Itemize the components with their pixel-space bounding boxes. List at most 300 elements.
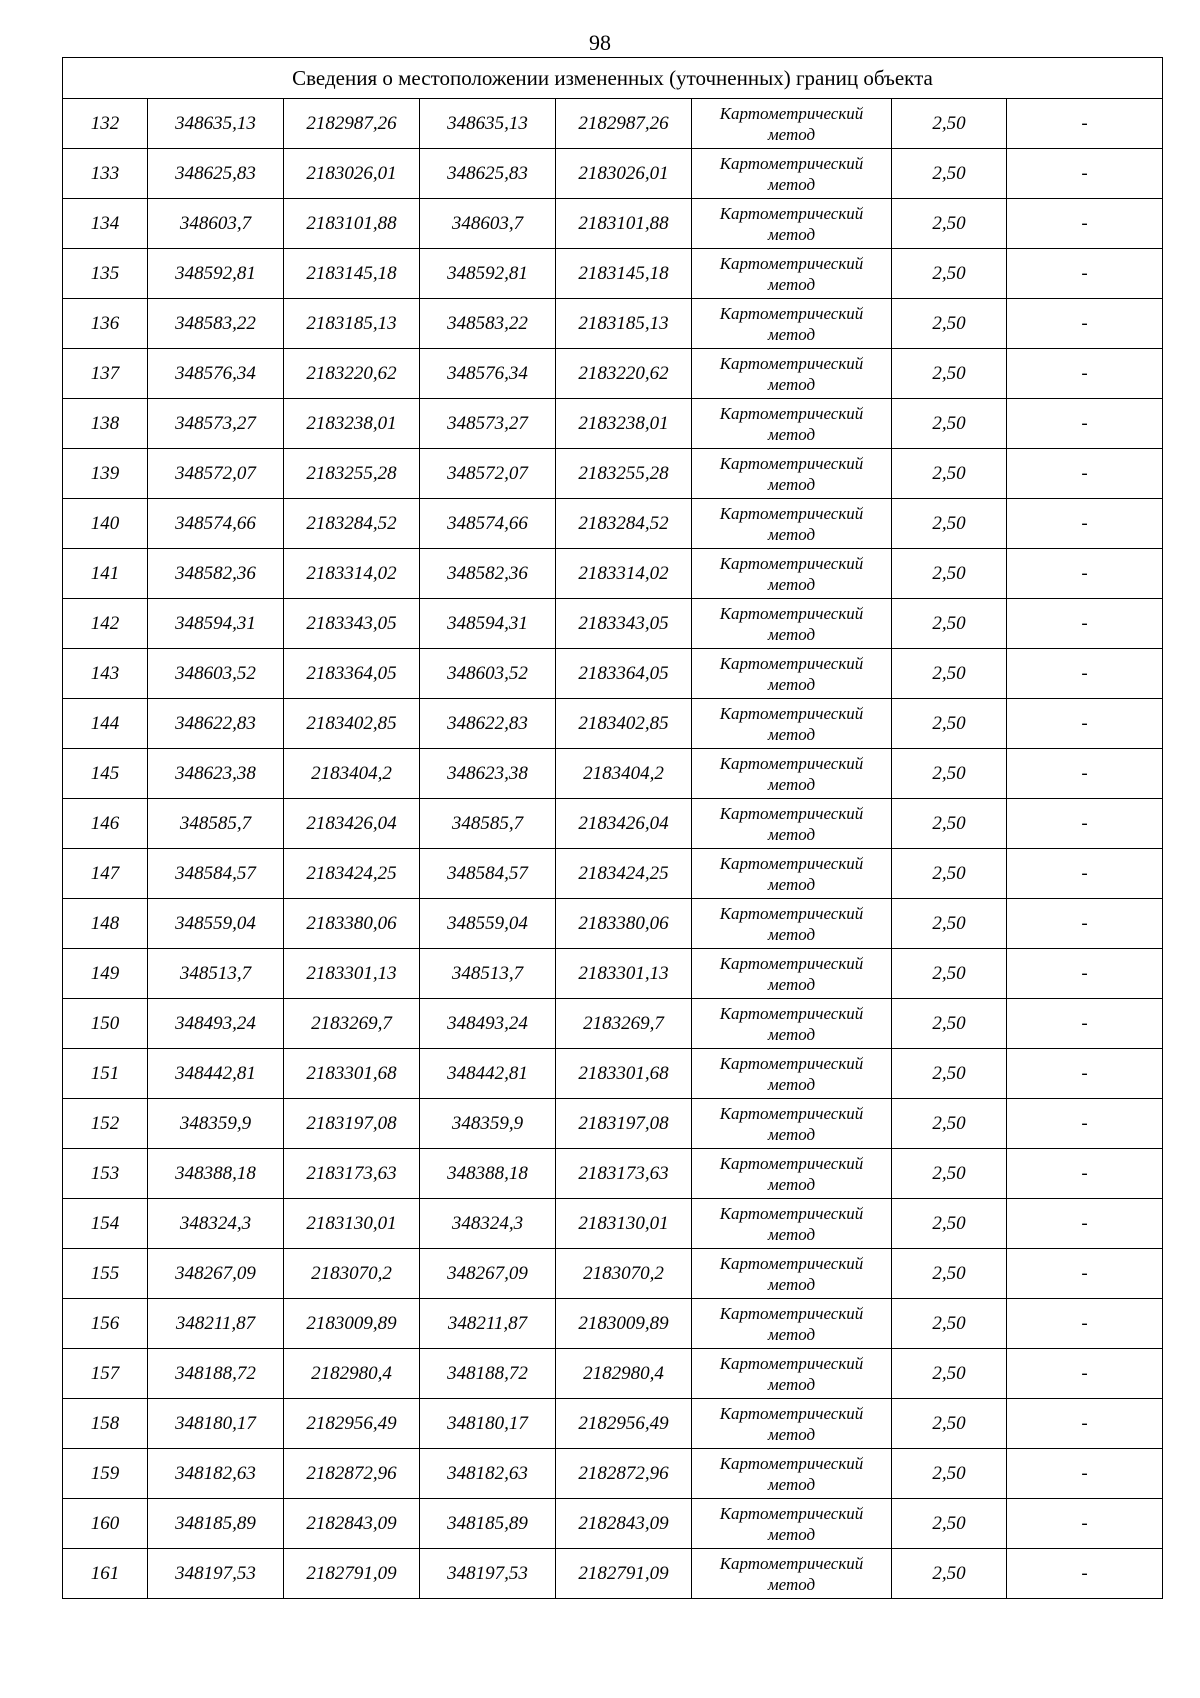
method-text: метод (767, 774, 816, 794)
table-row (63, 999, 1163, 1049)
refined-x-cell: 348211,87 (420, 1299, 556, 1349)
existing-x-cell: 348574,66 (148, 499, 284, 549)
note-cell: - (1007, 849, 1163, 899)
method-text: метод (767, 574, 816, 594)
existing-x-cell: 348572,07 (148, 449, 284, 499)
page-number: 98 (589, 30, 611, 55)
refined-y-cell: 2183269,7 (556, 999, 692, 1049)
accuracy-cell: 2,50 (892, 299, 1007, 349)
method-cell (692, 99, 892, 149)
method-text: Картометрический (719, 153, 864, 173)
accuracy-cell: 2,50 (892, 149, 1007, 199)
accuracy-cell: 2,50 (892, 849, 1007, 899)
note-cell: - (1007, 499, 1163, 549)
method-cell (692, 599, 892, 649)
refined-y-cell: 2183101,88 (556, 199, 692, 249)
refined-x-cell: 348603,52 (420, 649, 556, 699)
accuracy-cell: 2,50 (892, 99, 1007, 149)
refined-x-cell: 348576,34 (420, 349, 556, 399)
refined-x-cell: 348513,7 (420, 949, 556, 999)
refined-y-cell: 2183402,85 (556, 699, 692, 749)
note-cell: - (1007, 1199, 1163, 1249)
method-text: Картометрический (719, 953, 864, 973)
note-cell: - (1007, 1549, 1163, 1599)
table-title: Сведения о местоположении измененных (уточненных) границ объекта (63, 58, 1163, 99)
accuracy-cell: 2,50 (892, 1299, 1007, 1349)
refined-y-cell: 2183364,05 (556, 649, 692, 699)
method-text: Картометрический (719, 903, 864, 923)
point-number-cell: 157 (63, 1349, 148, 1399)
method-text: метод (767, 874, 816, 894)
method-cell (692, 349, 892, 399)
point-number-cell: 148 (63, 899, 148, 949)
refined-y-cell: 2183404,2 (556, 749, 692, 799)
table-row (63, 949, 1163, 999)
refined-y-cell: 2183238,01 (556, 399, 692, 449)
accuracy-cell: 2,50 (892, 999, 1007, 1049)
table-row (63, 1149, 1163, 1199)
table-row (63, 699, 1163, 749)
method-text: метод (767, 124, 816, 144)
existing-y-cell: 2183197,08 (284, 1099, 420, 1149)
existing-x-cell: 348583,22 (148, 299, 284, 349)
note-cell: - (1007, 399, 1163, 449)
existing-y-cell: 2183380,06 (284, 899, 420, 949)
existing-y-cell: 2183173,63 (284, 1149, 420, 1199)
existing-x-cell: 348267,09 (148, 1249, 284, 1299)
refined-y-cell: 2182980,4 (556, 1349, 692, 1399)
point-number-cell: 133 (63, 149, 148, 199)
point-number-cell: 141 (63, 549, 148, 599)
existing-y-cell: 2183424,25 (284, 849, 420, 899)
note-cell: - (1007, 149, 1163, 199)
method-text: метод (767, 1074, 816, 1094)
refined-x-cell: 348197,53 (420, 1549, 556, 1599)
existing-x-cell: 348180,17 (148, 1399, 284, 1449)
accuracy-cell: 2,50 (892, 1049, 1007, 1099)
boundary-coordinates-table (62, 57, 1163, 1599)
method-text: Картометрический (719, 753, 864, 773)
refined-x-cell: 348180,17 (420, 1399, 556, 1449)
method-text: Картометрический (719, 1303, 864, 1323)
method-text: метод (767, 1524, 816, 1544)
point-number-cell: 138 (63, 399, 148, 449)
method-text: Картометрический (719, 303, 864, 323)
method-text: Картометрический (719, 453, 864, 473)
note-cell: - (1007, 1249, 1163, 1299)
existing-x-cell: 348493,24 (148, 999, 284, 1049)
existing-y-cell: 2183284,52 (284, 499, 420, 549)
method-cell (692, 1299, 892, 1349)
method-cell (692, 1449, 892, 1499)
existing-x-cell: 348185,89 (148, 1499, 284, 1549)
method-cell (692, 649, 892, 699)
existing-x-cell: 348188,72 (148, 1349, 284, 1399)
refined-x-cell: 348182,63 (420, 1449, 556, 1499)
table-row (63, 899, 1163, 949)
existing-x-cell: 348584,57 (148, 849, 284, 899)
existing-y-cell: 2183364,05 (284, 649, 420, 699)
method-cell (692, 849, 892, 899)
existing-y-cell: 2183009,89 (284, 1299, 420, 1349)
refined-x-cell: 348388,18 (420, 1149, 556, 1199)
method-cell (692, 399, 892, 449)
existing-x-cell: 348388,18 (148, 1149, 284, 1199)
refined-x-cell: 348584,57 (420, 849, 556, 899)
note-cell: - (1007, 349, 1163, 399)
note-cell: - (1007, 1399, 1163, 1449)
method-cell (692, 899, 892, 949)
table-row (63, 149, 1163, 199)
note-cell: - (1007, 1449, 1163, 1499)
method-text: метод (767, 324, 816, 344)
method-text: Картометрический (719, 103, 864, 123)
refined-y-cell: 2183284,52 (556, 499, 692, 549)
accuracy-cell: 2,50 (892, 1399, 1007, 1449)
refined-y-cell: 2183380,06 (556, 899, 692, 949)
method-cell (692, 1049, 892, 1099)
existing-y-cell: 2183070,2 (284, 1249, 420, 1299)
table-row (63, 1249, 1163, 1299)
accuracy-cell: 2,50 (892, 249, 1007, 299)
method-text: метод (767, 824, 816, 844)
existing-x-cell: 348182,63 (148, 1449, 284, 1499)
point-number-cell: 160 (63, 1499, 148, 1549)
accuracy-cell: 2,50 (892, 699, 1007, 749)
point-number-cell: 136 (63, 299, 148, 349)
accuracy-cell: 2,50 (892, 1549, 1007, 1599)
point-number-cell: 152 (63, 1099, 148, 1149)
point-number-cell: 155 (63, 1249, 148, 1299)
point-number-cell: 145 (63, 749, 148, 799)
method-cell (692, 1549, 892, 1599)
note-cell: - (1007, 1149, 1163, 1199)
existing-x-cell: 348622,83 (148, 699, 284, 749)
existing-x-cell: 348635,13 (148, 99, 284, 149)
accuracy-cell: 2,50 (892, 1449, 1007, 1499)
existing-x-cell: 348582,36 (148, 549, 284, 599)
table-row (63, 1449, 1163, 1499)
accuracy-cell: 2,50 (892, 599, 1007, 649)
refined-y-cell: 2183424,25 (556, 849, 692, 899)
existing-y-cell: 2183314,02 (284, 549, 420, 599)
method-text: метод (767, 374, 816, 394)
existing-x-cell: 348603,7 (148, 199, 284, 249)
note-cell: - (1007, 899, 1163, 949)
refined-y-cell: 2182791,09 (556, 1549, 692, 1599)
point-number-cell: 144 (63, 699, 148, 749)
refined-x-cell: 348582,36 (420, 549, 556, 599)
refined-x-cell: 348267,09 (420, 1249, 556, 1299)
method-text: Картометрический (719, 1503, 864, 1523)
table-body (63, 58, 1163, 1599)
method-text: метод (767, 724, 816, 744)
point-number-cell: 135 (63, 249, 148, 299)
existing-y-cell: 2183269,7 (284, 999, 420, 1049)
refined-x-cell: 348622,83 (420, 699, 556, 749)
existing-y-cell: 2183220,62 (284, 349, 420, 399)
refined-x-cell: 348585,7 (420, 799, 556, 849)
point-number-cell: 137 (63, 349, 148, 399)
method-text: метод (767, 474, 816, 494)
note-cell: - (1007, 1499, 1163, 1549)
existing-x-cell: 348623,38 (148, 749, 284, 799)
point-number-cell: 159 (63, 1449, 148, 1499)
point-number-cell: 150 (63, 999, 148, 1049)
table-row (63, 1399, 1163, 1449)
method-cell (692, 549, 892, 599)
existing-x-cell: 348576,34 (148, 349, 284, 399)
existing-x-cell: 348442,81 (148, 1049, 284, 1099)
method-text: Картометрический (719, 1403, 864, 1423)
refined-x-cell: 348188,72 (420, 1349, 556, 1399)
method-cell (692, 299, 892, 349)
method-cell (692, 1399, 892, 1449)
note-cell: - (1007, 999, 1163, 1049)
refined-y-cell: 2183220,62 (556, 349, 692, 399)
existing-y-cell: 2183185,13 (284, 299, 420, 349)
refined-y-cell: 2182956,49 (556, 1399, 692, 1449)
point-number-cell: 153 (63, 1149, 148, 1199)
method-cell (692, 449, 892, 499)
refined-x-cell: 348592,81 (420, 249, 556, 299)
table-row (63, 299, 1163, 349)
existing-x-cell: 348573,27 (148, 399, 284, 449)
table-row (63, 249, 1163, 299)
existing-y-cell: 2183145,18 (284, 249, 420, 299)
refined-y-cell: 2183197,08 (556, 1099, 692, 1149)
existing-x-cell: 348359,9 (148, 1099, 284, 1149)
accuracy-cell: 2,50 (892, 1249, 1007, 1299)
note-cell: - (1007, 1099, 1163, 1149)
existing-y-cell: 2182872,96 (284, 1449, 420, 1499)
refined-x-cell: 348442,81 (420, 1049, 556, 1099)
refined-x-cell: 348573,27 (420, 399, 556, 449)
existing-x-cell: 348592,81 (148, 249, 284, 299)
table-row (63, 749, 1163, 799)
refined-x-cell: 348623,38 (420, 749, 556, 799)
point-number-cell: 149 (63, 949, 148, 999)
existing-x-cell: 348324,3 (148, 1199, 284, 1249)
method-text: Картометрический (719, 1353, 864, 1373)
refined-y-cell: 2182843,09 (556, 1499, 692, 1549)
note-cell: - (1007, 299, 1163, 349)
method-cell (692, 1349, 892, 1399)
method-text: метод (767, 624, 816, 644)
method-cell (692, 1499, 892, 1549)
table-row (63, 1499, 1163, 1549)
method-text: метод (767, 1024, 816, 1044)
existing-x-cell: 348585,7 (148, 799, 284, 849)
method-text: метод (767, 224, 816, 244)
note-cell: - (1007, 199, 1163, 249)
existing-y-cell: 2183301,13 (284, 949, 420, 999)
method-text: Картометрический (719, 403, 864, 423)
method-text: Картометрический (719, 203, 864, 223)
existing-y-cell: 2182956,49 (284, 1399, 420, 1449)
existing-y-cell: 2183255,28 (284, 449, 420, 499)
refined-x-cell: 348583,22 (420, 299, 556, 349)
refined-y-cell: 2183343,05 (556, 599, 692, 649)
method-text: Картометрический (719, 853, 864, 873)
point-number-cell: 156 (63, 1299, 148, 1349)
refined-x-cell: 348359,9 (420, 1099, 556, 1149)
table-row (63, 399, 1163, 449)
refined-y-cell: 2183070,2 (556, 1249, 692, 1299)
point-number-cell: 146 (63, 799, 148, 849)
refined-x-cell: 348574,66 (420, 499, 556, 549)
method-text: Картометрический (719, 1553, 864, 1573)
method-text: Картометрический (719, 1053, 864, 1073)
method-text: метод (767, 1374, 816, 1394)
method-text: метод (767, 524, 816, 544)
existing-y-cell: 2183101,88 (284, 199, 420, 249)
accuracy-cell: 2,50 (892, 499, 1007, 549)
accuracy-cell: 2,50 (892, 1349, 1007, 1399)
method-text: Картометрический (719, 1153, 864, 1173)
refined-y-cell: 2183026,01 (556, 149, 692, 199)
refined-y-cell: 2183255,28 (556, 449, 692, 499)
method-cell (692, 749, 892, 799)
note-cell: - (1007, 549, 1163, 599)
table-row (63, 849, 1163, 899)
method-cell (692, 999, 892, 1049)
accuracy-cell: 2,50 (892, 399, 1007, 449)
method-text: Картометрический (719, 703, 864, 723)
method-text: Картометрический (719, 1203, 864, 1223)
method-cell (692, 1149, 892, 1199)
method-cell (692, 1199, 892, 1249)
accuracy-cell: 2,50 (892, 899, 1007, 949)
existing-x-cell: 348559,04 (148, 899, 284, 949)
existing-y-cell: 2183343,05 (284, 599, 420, 649)
table-row (63, 549, 1163, 599)
table-row (63, 1349, 1163, 1399)
method-cell (692, 199, 892, 249)
table-row (63, 449, 1163, 499)
method-cell (692, 799, 892, 849)
method-text: метод (767, 1424, 816, 1444)
existing-y-cell: 2182987,26 (284, 99, 420, 149)
point-number-cell: 147 (63, 849, 148, 899)
method-text: метод (767, 1174, 816, 1194)
existing-y-cell: 2183402,85 (284, 699, 420, 749)
accuracy-cell: 2,50 (892, 1499, 1007, 1549)
refined-y-cell: 2183301,13 (556, 949, 692, 999)
accuracy-cell: 2,50 (892, 549, 1007, 599)
note-cell: - (1007, 1299, 1163, 1349)
method-text: метод (767, 274, 816, 294)
existing-x-cell: 348603,52 (148, 649, 284, 699)
table-row (63, 199, 1163, 249)
method-text: метод (767, 1574, 816, 1594)
table-row (63, 799, 1163, 849)
refined-x-cell: 348594,31 (420, 599, 556, 649)
existing-y-cell: 2183130,01 (284, 1199, 420, 1249)
note-cell: - (1007, 799, 1163, 849)
method-text: метод (767, 1274, 816, 1294)
table-row (63, 99, 1163, 149)
note-cell: - (1007, 249, 1163, 299)
method-text: Картометрический (719, 653, 864, 673)
existing-y-cell: 2183026,01 (284, 149, 420, 199)
note-cell: - (1007, 699, 1163, 749)
point-number-cell: 139 (63, 449, 148, 499)
method-text: Картометрический (719, 1453, 864, 1473)
point-number-cell: 161 (63, 1549, 148, 1599)
existing-x-cell: 348197,53 (148, 1549, 284, 1599)
note-cell: - (1007, 749, 1163, 799)
accuracy-cell: 2,50 (892, 1099, 1007, 1149)
method-text: Картометрический (719, 1253, 864, 1273)
point-number-cell: 140 (63, 499, 148, 549)
refined-y-cell: 2183145,18 (556, 249, 692, 299)
point-number-cell: 132 (63, 99, 148, 149)
method-cell (692, 699, 892, 749)
table-title-row (63, 58, 1163, 99)
table-row (63, 1049, 1163, 1099)
refined-x-cell: 348635,13 (420, 99, 556, 149)
existing-x-cell: 348513,7 (148, 949, 284, 999)
point-number-cell: 142 (63, 599, 148, 649)
table-row (63, 499, 1163, 549)
method-text: метод (767, 1324, 816, 1344)
table-row (63, 1299, 1163, 1349)
table-row (63, 1099, 1163, 1149)
accuracy-cell: 2,50 (892, 799, 1007, 849)
accuracy-cell: 2,50 (892, 749, 1007, 799)
table-row (63, 1199, 1163, 1249)
point-number-cell: 158 (63, 1399, 148, 1449)
method-text: метод (767, 924, 816, 944)
method-cell (692, 249, 892, 299)
point-number-cell: 154 (63, 1199, 148, 1249)
method-cell (692, 149, 892, 199)
existing-x-cell: 348625,83 (148, 149, 284, 199)
table-row (63, 1549, 1163, 1599)
note-cell: - (1007, 449, 1163, 499)
table-row (63, 349, 1163, 399)
refined-x-cell: 348625,83 (420, 149, 556, 199)
accuracy-cell: 2,50 (892, 449, 1007, 499)
point-number-cell: 151 (63, 1049, 148, 1099)
method-cell (692, 1099, 892, 1149)
refined-x-cell: 348185,89 (420, 1499, 556, 1549)
refined-y-cell: 2182987,26 (556, 99, 692, 149)
note-cell: - (1007, 99, 1163, 149)
method-text: Картометрический (719, 603, 864, 623)
method-text: метод (767, 1124, 816, 1144)
method-text: Картометрический (719, 253, 864, 273)
accuracy-cell: 2,50 (892, 1149, 1007, 1199)
note-cell: - (1007, 649, 1163, 699)
method-text: метод (767, 974, 816, 994)
existing-y-cell: 2182791,09 (284, 1549, 420, 1599)
note-cell: - (1007, 599, 1163, 649)
existing-x-cell: 348594,31 (148, 599, 284, 649)
method-text: метод (767, 674, 816, 694)
method-text: Картометрический (719, 1103, 864, 1123)
point-number-cell: 143 (63, 649, 148, 699)
refined-y-cell: 2183426,04 (556, 799, 692, 849)
method-cell (692, 949, 892, 999)
refined-y-cell: 2182872,96 (556, 1449, 692, 1499)
existing-y-cell: 2183404,2 (284, 749, 420, 799)
refined-y-cell: 2183314,02 (556, 549, 692, 599)
existing-y-cell: 2183426,04 (284, 799, 420, 849)
method-text: метод (767, 1474, 816, 1494)
method-text: метод (767, 1224, 816, 1244)
